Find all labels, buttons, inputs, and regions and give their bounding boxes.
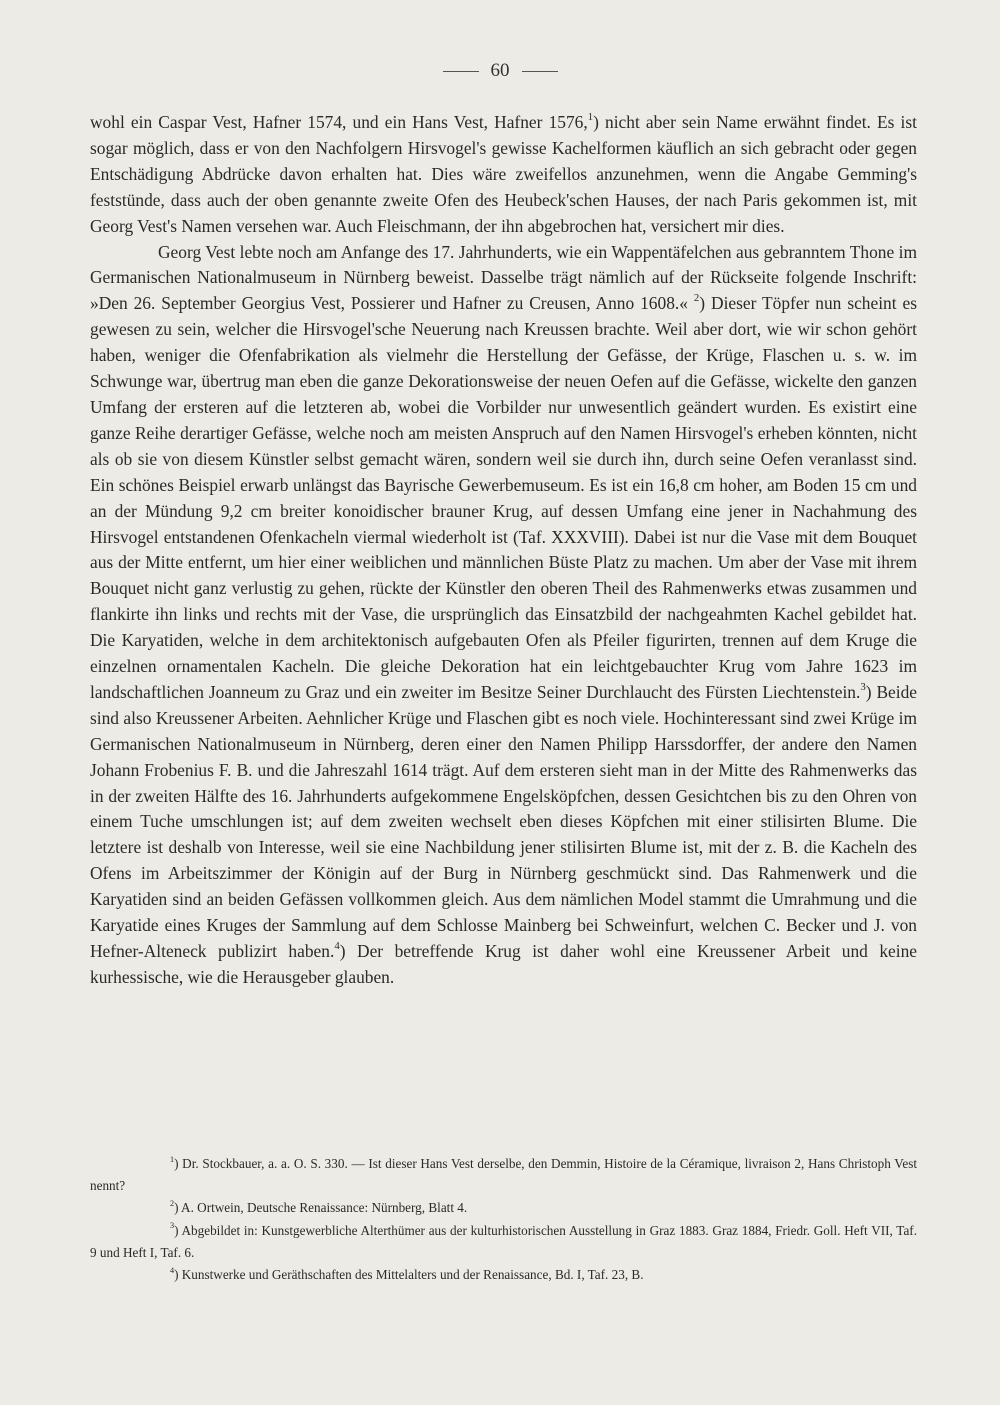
paragraph-text: ) Der betreffende Krug ist daher wohl eine Kreussener Arbeit und keine kurhessische, wie die Herausgeber glauben. bbox=[90, 941, 917, 987]
paragraph-text: ) Beide sind also Kreussener Arbeiten. Aehnlicher Krüge und Flaschen gibt es noch viele. Hochinteressant sind zwei Krüge im Germanischen Nationalmuseum in Nürnberg, deren einer den Namen Philipp Harssdorffer, der andere den Namen Johann Frobenius F. B. und die Jahreszahl 1614 trägt. Auf dem ersteren sieht man in der Mitte des Rahmenwerks das in der zweiten Hälfte des 16. Jahrhunderts aufgekommene Engelsköpfchen, dessen Gesichtchen bis zu den Ohren von einem Tuche umschlungen ist; auf dem zweiten wechselt eben dieses Köpfchen mit einer stilisirten Blume. Die letztere ist deshalb von Interesse, weil sie eine Nachbildung jener stilisirten Blume ist, mit der z. B. die Kacheln des Ofens im Arbeitszimmer der Königin auf der Burg in Nürnberg geschmückt sind. Das Rahmenwerk und die Karyatiden sind an beiden Gefässen vollkommen gleich. Aus dem nämlichen Model stammt die Umrahmung und die Karyatide eines Kruges der Sammlung auf dem Schlosse Mainberg bei Schweinfurt, welchen C. Becker und J. von Hefner-Alteneck publizirt haben. bbox=[90, 681, 918, 961]
page-number: 60 bbox=[490, 60, 510, 81]
main-text bbox=[90, 110, 917, 991]
footnote bbox=[90, 1220, 917, 1264]
footnote-text: ) A. Ortwein, Deutsche Renaissance: Nürnberg, Blatt 4. bbox=[174, 1200, 468, 1216]
footnote bbox=[90, 1153, 917, 1197]
footnote-marker: 4 bbox=[170, 1265, 175, 1275]
footnote bbox=[90, 1197, 917, 1219]
footnote-reference: 1 bbox=[587, 111, 594, 124]
footnote-reference: 4 bbox=[334, 940, 340, 953]
footnote-reference: 3 bbox=[860, 681, 866, 694]
footnote bbox=[90, 1264, 917, 1286]
footnote-text: ) Dr. Stockbauer, a. a. O. S. 330. — Ist dieser Hans Vest derselbe, den Demmin, Histoire de la Céramique, livraison 2, Hans Christoph Vest nennt? bbox=[90, 1156, 917, 1194]
header-rule-left bbox=[443, 71, 479, 72]
paragraph-text: ) nicht aber sein Name erwähnt findet. Es ist sogar möglich, dass er von den Nachfolgern Hirsvogel's gewisse Kachelformen käuflich an sich gebracht oder gegen Entschädigung Abdrücke davon erhalten hat. Dies wäre zweifellos anzunehmen, wenn die Angabe Gemming's feststünde, dass auch der oben genannte zweite Ofen des Heubeck'schen Hauses, der nach Paris gekommen ist, mit Georg Vest's Namen versehen war. Auch Fleischmann, der ihn abgebrochen hat, versichert mir dies. bbox=[90, 112, 917, 236]
footnote-marker: 1 bbox=[170, 1154, 175, 1164]
paragraph bbox=[90, 240, 917, 991]
paragraph bbox=[90, 110, 917, 240]
header-rule-right bbox=[522, 71, 558, 72]
footnote-marker: 3 bbox=[170, 1221, 175, 1231]
paragraph-text: Georg Vest lebte noch am Anfange des 17. Jahrhunderts, wie ein Wappentäfelchen aus gebranntem Thone im Germanischen Nationalmuseum in Nürnberg beweist. Dasselbe trägt nämlich auf der Rückseite folgende Inschrift: »Den 26. September Georgius Vest, Possierer und Hafner zu Creusen, Anno 1608.« bbox=[90, 241, 917, 314]
page-header bbox=[0, 60, 1000, 82]
footnote-marker: 2 bbox=[170, 1199, 175, 1209]
footnote-reference: 2 bbox=[693, 292, 700, 305]
paragraph-text: ) Dieser Töpfer nun scheint es gewesen zu sein, welcher die Hirsvogel'sche Neuerung nach Kreussen brachte. Weil aber dort, wie wir schon gehört haben, weniger die Ofenfabrikation als vielmehr die Herstellung der Gefässe, der Krüge, Flaschen u. s. w. im Schwunge war, übertrug man eben die ganze Dekorationsweise der neuen Oefen auf die Gefässe, wickelte den ganzen Umfang der ersteren auf die letzteren ab, wobei die Vorbilder nur unwesentlich geändert wurden. Es existirt eine ganze Reihe derartiger Gefässe, welche noch am meisten Anspruch auf den Namen Hirsvogel's erheben könnten, nicht als ob sie von diesem Künstler selbst gemacht wären, sondern weil sie durch ihn, durch seine Oefen veranlasst sind. Ein schönes Beispiel erwarb unlängst das Bayrische Gewerbemuseum. Es ist ein 16,8 cm hoher, am Boden 15 cm und an der Mündung 9,2 cm breiter konoidischer brauner Krug, auf dessen Umfang eine jener in Nachahmung des Hirsvogel entstandenen Ofenkacheln viermal wiederholt ist (Taf. XXXVIII). Dabei ist nur die Vase mit dem Bouquet aus der Mitte entfernt, um hier einer weiblichen und männlichen Büste Platz zu machen. Um aber der Vase mit ihrem Bouquet nicht ganz verlustig zu gehen, rückte der Künstler den oberen Theil des Rahmenwerks etwas zusammen und flankirte ihn links und rechts mit der Vase, die ursprünglich das Einsatzbild der nachgeahmten Kachel gebildet hat. Die Karyatiden, welche in dem architektonisch aufgebauten Ofen als Pfeiler figurirten, trennen auf dem Kruge die einzelnen ornamentalen Kacheln. Die gleiche Dekoration hat ein leichtgebauchter Krug vom Jahre 1623 im landschaftlichen Joanneum zu Graz und ein zweiter im Besitze Seiner Durchlaucht des Fürsten Liechtenstein. bbox=[90, 293, 918, 702]
footnote-text: ) Abgebildet in: Kunstgewerbliche Alterthümer aus der kulturhistorischen Ausstellung in Graz 1883. Graz 1884, Friedr. Goll. Heft VII, Taf. 9 und Heft I, Taf. 6. bbox=[90, 1222, 917, 1260]
footnotes bbox=[90, 1153, 917, 1286]
footnote-text: ) Kunstwerke und Geräthschaften des Mittelalters und der Renaissance, Bd. I, Taf. 23, B. bbox=[174, 1267, 644, 1283]
paragraph-text: wohl ein Caspar Vest, Hafner 1574, und ein Hans Vest, Hafner 1576, bbox=[90, 112, 588, 132]
